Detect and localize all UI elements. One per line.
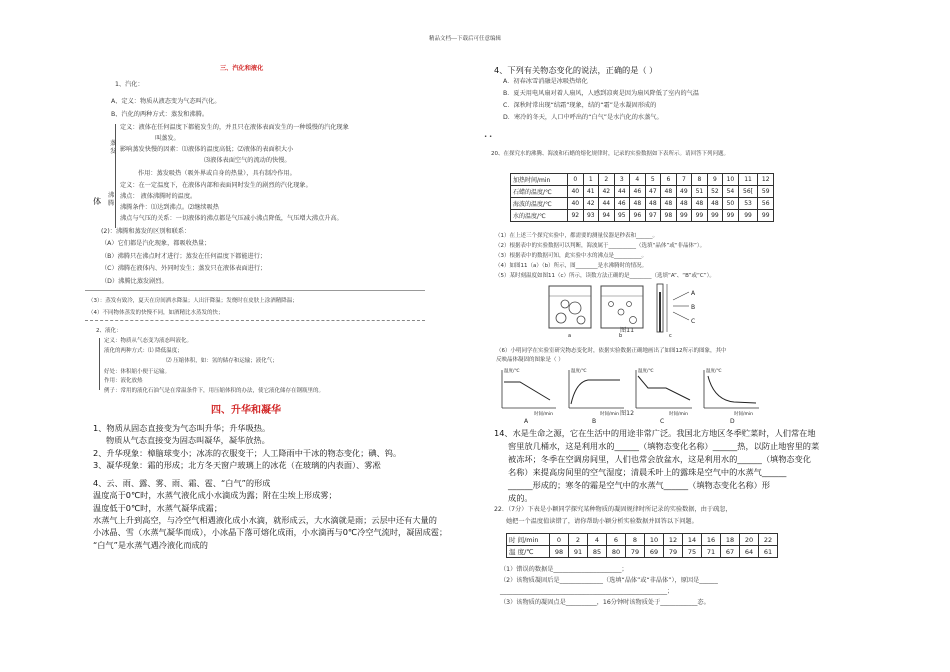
y-axis-label: 温度/℃ bbox=[571, 369, 587, 374]
table-cell: 6 bbox=[661, 174, 677, 186]
table-cell: 12 bbox=[664, 534, 683, 546]
text-line: （4）不同物体蒸发的快慢不同，如酒精比水蒸发的快； bbox=[88, 310, 224, 316]
label-option-a: A bbox=[691, 290, 696, 297]
table-cell: 99 bbox=[676, 210, 692, 222]
text-line: （C）沸腾在液体内、外同时发生；蒸发只在液体表面进行； bbox=[101, 265, 267, 272]
table-cell: 3 bbox=[614, 174, 630, 186]
table-cell: 56 bbox=[758, 198, 774, 210]
table-cell: 41 bbox=[583, 186, 599, 198]
label-option-c: C bbox=[691, 318, 696, 325]
table-cell: 96 bbox=[630, 210, 646, 222]
page-header: 精品文档---下载后可任意编辑 bbox=[429, 36, 501, 42]
text-line: B、汽化的两种方式：蒸发和沸腾。 bbox=[111, 111, 209, 118]
q4-option-c: C．深秋时常出现“结霜”现象，结的“霜”是水凝固形成的 bbox=[503, 102, 657, 109]
table-cell: 47 bbox=[645, 186, 661, 198]
sightline-a bbox=[673, 292, 689, 300]
text-line: 3、凝华现象：霜的形成；北方冬天窗户玻璃上的冰花（在玻璃的内表面）、雾凇 bbox=[93, 460, 381, 470]
q20-data-table bbox=[510, 173, 774, 222]
table-cell: 46 bbox=[614, 198, 630, 210]
q4-option-a: A．初春冰雪消融是冰吸热熔化 bbox=[503, 78, 588, 85]
table-row bbox=[511, 198, 774, 210]
text-line: 小冰晶、雪（水蒸气凝华而成），小冰晶下落可熔化成雨，小水滴再与0℃冷空气流时，凝固成雹； bbox=[93, 527, 448, 537]
table-cell: 97 bbox=[645, 210, 661, 222]
table-cell: 48 bbox=[645, 198, 661, 210]
table-cell: 56[ bbox=[738, 186, 758, 198]
table-cell: 1 bbox=[583, 174, 599, 186]
q22-part3: ______________________________________________________； bbox=[500, 588, 674, 595]
table-cell: 99 bbox=[723, 210, 739, 222]
table-cell: 2 bbox=[599, 174, 615, 186]
table-cell: 93 bbox=[583, 210, 599, 222]
table-cell: 95 bbox=[614, 210, 630, 222]
q22-part4: （3）该物质的凝固点是__________，16分钟时该物质处于____________态。 bbox=[500, 599, 710, 606]
table-cell: 0 bbox=[568, 174, 584, 186]
text-line: 温度高于0℃时，水蒸气液化成小水滴成为露；附在尘埃上形成雾； bbox=[93, 490, 337, 500]
table-cell: 48 bbox=[661, 198, 677, 210]
table-cell: 49 bbox=[676, 186, 692, 198]
label-option-b: B bbox=[691, 304, 696, 311]
q6-line1: （6）小明同学在实验室研究物态变化时，依据实验数据正确地画出了如图12所示的图象，其中 bbox=[496, 348, 727, 354]
row-header-cell: 石蜡的温度/℃ bbox=[511, 186, 568, 198]
text-line: （3）：蒸发有致冷，夏天在房间洒水降温；人出汗降温；发烧时在皮肤上涂酒精降温； bbox=[88, 298, 298, 304]
graph-label: A bbox=[524, 418, 529, 425]
text-line: A、定义：物质从液态变为气态叫汽化。 bbox=[111, 98, 221, 105]
text-line: （B）沸腾只在沸点时才进行；蒸发在任何温度下都能进行； bbox=[101, 253, 267, 260]
thermometer-column bbox=[659, 292, 661, 332]
q20-part5: （5）某时刻温度如图11（c）所示，读数方法正确的是________（选填“A”、“B”或“C”）。 bbox=[495, 273, 715, 279]
q20-part3: （3）根据表中的数据可知，此实验中水的沸点是__________。 bbox=[495, 253, 648, 259]
table-cell: 46 bbox=[630, 186, 646, 198]
table-cell: 75 bbox=[683, 546, 702, 558]
brace-line bbox=[99, 338, 100, 390]
table-cell: 92 bbox=[568, 210, 584, 222]
dots: • • bbox=[484, 134, 493, 140]
table-cell: 67 bbox=[721, 546, 740, 558]
q20-part4: （4）如图11（a）（b）所示，图________是水沸腾时的情况。 bbox=[495, 263, 648, 269]
x-axis-label: 时间/min bbox=[600, 412, 620, 417]
table-cell: 11 bbox=[738, 174, 758, 186]
q20-part2: （2）根据表中的实验数据可以判断，海波属于__________（选填“晶体”或“非晶体”）。 bbox=[495, 243, 706, 249]
text-line: 温度低于0℃时，水蒸气凝华成霜； bbox=[93, 503, 223, 513]
figure-12-caption: 图12 bbox=[620, 410, 635, 417]
table-row bbox=[507, 534, 778, 546]
q22-line1: 22．（7分）下表是小颖同学探究某种物质的凝固规律时所记录的实验数据，由于疏忽， bbox=[494, 506, 732, 513]
row-header-cell: 加热时间/min bbox=[511, 174, 568, 186]
section-title-vaporization: 三、汽化和液化 bbox=[220, 65, 264, 72]
text-line: 沸点： 液体沸腾时的温度。 bbox=[120, 193, 197, 200]
q4-option-b: B．夏天用电风扇对着人扇风，人感到凉爽是因为扇风降低了室内的气温 bbox=[503, 90, 700, 97]
curve-c bbox=[638, 376, 690, 400]
table-cell: 20 bbox=[740, 534, 759, 546]
table-cell: 99 bbox=[692, 210, 708, 222]
table-cell: 98 bbox=[661, 210, 677, 222]
q14-line6: 成的。 bbox=[508, 493, 533, 503]
y-axis-label: 温度/℃ bbox=[638, 369, 654, 374]
table-cell: 61 bbox=[759, 546, 778, 558]
y-axis-label: 温度/℃ bbox=[504, 369, 520, 374]
table-cell: 80 bbox=[607, 546, 626, 558]
graph-d bbox=[704, 367, 759, 425]
table-cell: 53 bbox=[738, 198, 758, 210]
divider bbox=[85, 320, 425, 321]
table-cell: 22 bbox=[759, 534, 778, 546]
text-line: 例子：常用的液化石油气是在常温条件下，用压缩体积的办法，使它液化储存在钢瓶里的。 bbox=[104, 388, 325, 394]
bubble bbox=[556, 313, 566, 323]
table-cell: 8 bbox=[692, 174, 708, 186]
table-cell: 85 bbox=[588, 546, 607, 558]
table-cell: 16 bbox=[702, 534, 721, 546]
bubble bbox=[569, 302, 581, 314]
table-cell: 42 bbox=[583, 198, 599, 210]
table-cell: 9 bbox=[707, 174, 723, 186]
table-cell: 42 bbox=[599, 186, 615, 198]
label-b: b bbox=[619, 333, 623, 339]
q14-line3: 被冻坏；冬季在空调房间里，人们也常会放盆水，这是利用水的______（填物态变化 bbox=[508, 454, 811, 464]
graph-b bbox=[569, 367, 624, 425]
bubble bbox=[561, 300, 569, 308]
text-line: 物质从气态直接变为固态叫凝华，凝华放热。 bbox=[106, 435, 270, 445]
text-line: 沸腾条件：⑴达到沸点。⑵继续吸热 bbox=[120, 204, 219, 211]
table-cell: 48 bbox=[661, 186, 677, 198]
q20-stem: 20、在探究水的沸腾、海波和石蜡的熔化规律时，记录的实验数据如下表所示。请回答下列问题。 bbox=[491, 151, 730, 157]
q14-line4: 名称）来提高房间里的空气湿度；清晨禾叶上的露珠是空气中的水蒸气______ bbox=[508, 467, 787, 477]
table-cell: 40 bbox=[568, 186, 584, 198]
label-boiling: 沸腾 bbox=[108, 192, 115, 207]
q20-part1: （1）在上述三个探究实验中，都需要的测量仪器是秒表和______。 bbox=[495, 233, 659, 239]
section-title-sublimation: 四、升华和凝华 bbox=[211, 405, 281, 416]
table-cell: 50 bbox=[723, 198, 739, 210]
q14-line1: 14、水是生命之源，它在生活中的用途非常广泛。我国北方地区冬季贮菜时，人们常在地 bbox=[494, 428, 816, 438]
graph-c bbox=[636, 367, 692, 425]
q4-option-d: D．寒冷的冬天，人口中呼出的“白气”是水汽化的水蒸气。 bbox=[503, 114, 663, 121]
row-header-cell: 海波的温度/℃ bbox=[511, 198, 568, 210]
table-cell: 4 bbox=[630, 174, 646, 186]
text-line: ⑶液体表面空气的流动的快慢。 bbox=[204, 157, 291, 164]
q14-line2: 窖里放几桶水，这是利用水的______（填物态变化名称）______热，以防止地窖里的菜 bbox=[508, 441, 820, 451]
table-cell: 91 bbox=[569, 546, 588, 558]
table-cell: 99 bbox=[707, 210, 723, 222]
table-cell: 64 bbox=[740, 546, 759, 558]
sightline-c bbox=[673, 312, 689, 320]
label-c: c bbox=[669, 333, 672, 339]
table-cell: 99 bbox=[758, 210, 774, 222]
table-cell: 48 bbox=[692, 198, 708, 210]
text-line: 作用：蒸发吸热（吸外界或自身的热量），具有制冷作用。 bbox=[138, 170, 296, 177]
text-line: 好处：体积缩小便于运输。 bbox=[104, 369, 171, 375]
label-side: 体 bbox=[93, 196, 102, 206]
curve-a bbox=[504, 382, 550, 400]
curve-b bbox=[571, 380, 620, 404]
table-cell: 8 bbox=[626, 534, 645, 546]
table-cell: 6 bbox=[607, 534, 626, 546]
divider bbox=[85, 290, 425, 291]
text-line: 定义：液体在任何温度下都能发生的，并且只在液体表面发生的一种缓慢的汽化现象 bbox=[120, 124, 349, 131]
text-line: 水蒸气上升到高空，与冷空气相遇液化成小水滴，就形成云，大水滴就是雨；云层中还有大量的 bbox=[93, 515, 437, 525]
table-cell: 2 bbox=[569, 534, 588, 546]
table-cell: 52 bbox=[707, 186, 723, 198]
text-line: 沸点与气压的关系：一切液体的沸点都是气压减小沸点降低，气压增大沸点升高。 bbox=[120, 215, 343, 222]
bubble bbox=[609, 302, 614, 307]
table-cell: 51 bbox=[692, 186, 708, 198]
row-header-cell: 时 间/min bbox=[507, 534, 550, 546]
table-cell: 40 bbox=[568, 198, 584, 210]
bubble bbox=[627, 302, 632, 307]
table-cell: 71 bbox=[702, 546, 721, 558]
q22-data-table bbox=[506, 533, 778, 558]
q14-line5: ______形成的；寒冬的霜是空气中的水蒸气______（填物态变化名称）形 bbox=[508, 480, 771, 490]
curve-d bbox=[708, 376, 756, 403]
table-cell: 48 bbox=[707, 198, 723, 210]
y-axis-label: 温度/℃ bbox=[706, 369, 722, 374]
table-cell: 69 bbox=[645, 546, 664, 558]
table-cell: 98 bbox=[550, 546, 569, 558]
graph-label: B bbox=[592, 418, 597, 425]
table-cell: 48 bbox=[630, 198, 646, 210]
table-row bbox=[511, 210, 774, 222]
table-cell: 18 bbox=[721, 534, 740, 546]
text-line: 2、液化： bbox=[96, 328, 122, 334]
table-cell: 79 bbox=[664, 546, 683, 558]
text-line: （D）沸腾比蒸发剧烈。 bbox=[101, 278, 168, 285]
table-cell: 54 bbox=[723, 186, 739, 198]
table-cell: 79 bbox=[626, 546, 645, 558]
table-cell: 44 bbox=[599, 198, 615, 210]
text-line: 1、汽化： bbox=[115, 81, 144, 88]
table-cell: 10 bbox=[645, 534, 664, 546]
x-axis-label: 时间/min bbox=[669, 412, 689, 417]
beaker-b bbox=[601, 286, 643, 328]
label-a: a bbox=[568, 333, 572, 339]
table-row bbox=[511, 186, 774, 198]
bubble bbox=[630, 317, 637, 324]
text-line: 作用：液化放热 bbox=[104, 378, 143, 384]
x-axis-label: 时间/min bbox=[734, 412, 754, 417]
table-cell: 7 bbox=[676, 174, 692, 186]
table-row bbox=[511, 174, 774, 186]
table-cell: 4 bbox=[588, 534, 607, 546]
text-line: 4、云、雨、露、雾、雨、霜、雹、“白气”的形成 bbox=[93, 478, 271, 488]
graph-a bbox=[502, 367, 556, 425]
x-axis-label: 时间/min bbox=[534, 412, 554, 417]
q22-part1: （1）错误的数据是______________________； bbox=[500, 566, 628, 573]
row-header-cell: 温 度/℃ bbox=[507, 546, 550, 558]
text-line: ⑵ 压缩体积，如：氢的储存和运输；液化气； bbox=[166, 358, 278, 364]
text-line: 影响蒸发快慢的因素：⑴液体的温度高低；⑵液体的表面积大小 bbox=[120, 146, 294, 153]
table-cell: 5 bbox=[645, 174, 661, 186]
table-row bbox=[507, 546, 778, 558]
table-cell: 10 bbox=[723, 174, 739, 186]
table-cell: 94 bbox=[599, 210, 615, 222]
q22-line2: 她把一个温度值读错了，请你帮助小颖分析实验数据并回答以下问题。 bbox=[506, 518, 698, 525]
text-line: （A）它们都是汽化现象，都吸收热量； bbox=[101, 240, 211, 247]
bubble bbox=[618, 309, 624, 315]
q6-line2: 反映晶体凝固的图象是（ ） bbox=[496, 357, 564, 363]
figure-11-caption: 图11 bbox=[620, 327, 635, 334]
text-line: 液化的两种方式：⑴ 降低温度； bbox=[104, 348, 183, 354]
text-line: 1、物质从固态直接变为气态叫升华；升华吸热。 bbox=[93, 423, 271, 433]
label-evaporation: 蒸发 bbox=[110, 140, 117, 155]
bubble bbox=[577, 316, 585, 324]
text-line: “白气”是水蒸气遇冷液化而成的 bbox=[93, 540, 208, 550]
table-cell: 48 bbox=[676, 198, 692, 210]
text-line: (2)：沸腾和蒸发的区别和联系： bbox=[101, 228, 191, 235]
table-cell: 44 bbox=[614, 186, 630, 198]
text-line: 叫蒸发。 bbox=[155, 135, 180, 142]
text-line: 2、升华现象：樟脑球变小；冰冻的衣服变干；人工降雨中干冰的物态变化；碘、钨。 bbox=[93, 448, 402, 458]
graph-label: D bbox=[730, 418, 735, 425]
q4-stem: 4、下列有关物态变化的说法，正确的是（ ） bbox=[494, 65, 658, 75]
row-header-cell: 水的温度/℃ bbox=[511, 210, 568, 222]
table-cell: 99 bbox=[738, 210, 758, 222]
q22-part2: （2）该物质凝固后是______________（选填“晶体”或“非晶体”），原因是______ bbox=[500, 577, 718, 584]
table-cell: 12 bbox=[758, 174, 774, 186]
table-cell: 0 bbox=[550, 534, 569, 546]
text-line: 定义：在一定温度下，在液体内部和表面同时发生的剧烈的汽化现象。 bbox=[120, 182, 312, 189]
table-cell: 14 bbox=[683, 534, 702, 546]
text-line: 定义：物质从气态变为液态叫液化。 bbox=[104, 338, 193, 344]
table-cell: 59 bbox=[758, 186, 774, 198]
graph-label: C bbox=[660, 418, 665, 425]
